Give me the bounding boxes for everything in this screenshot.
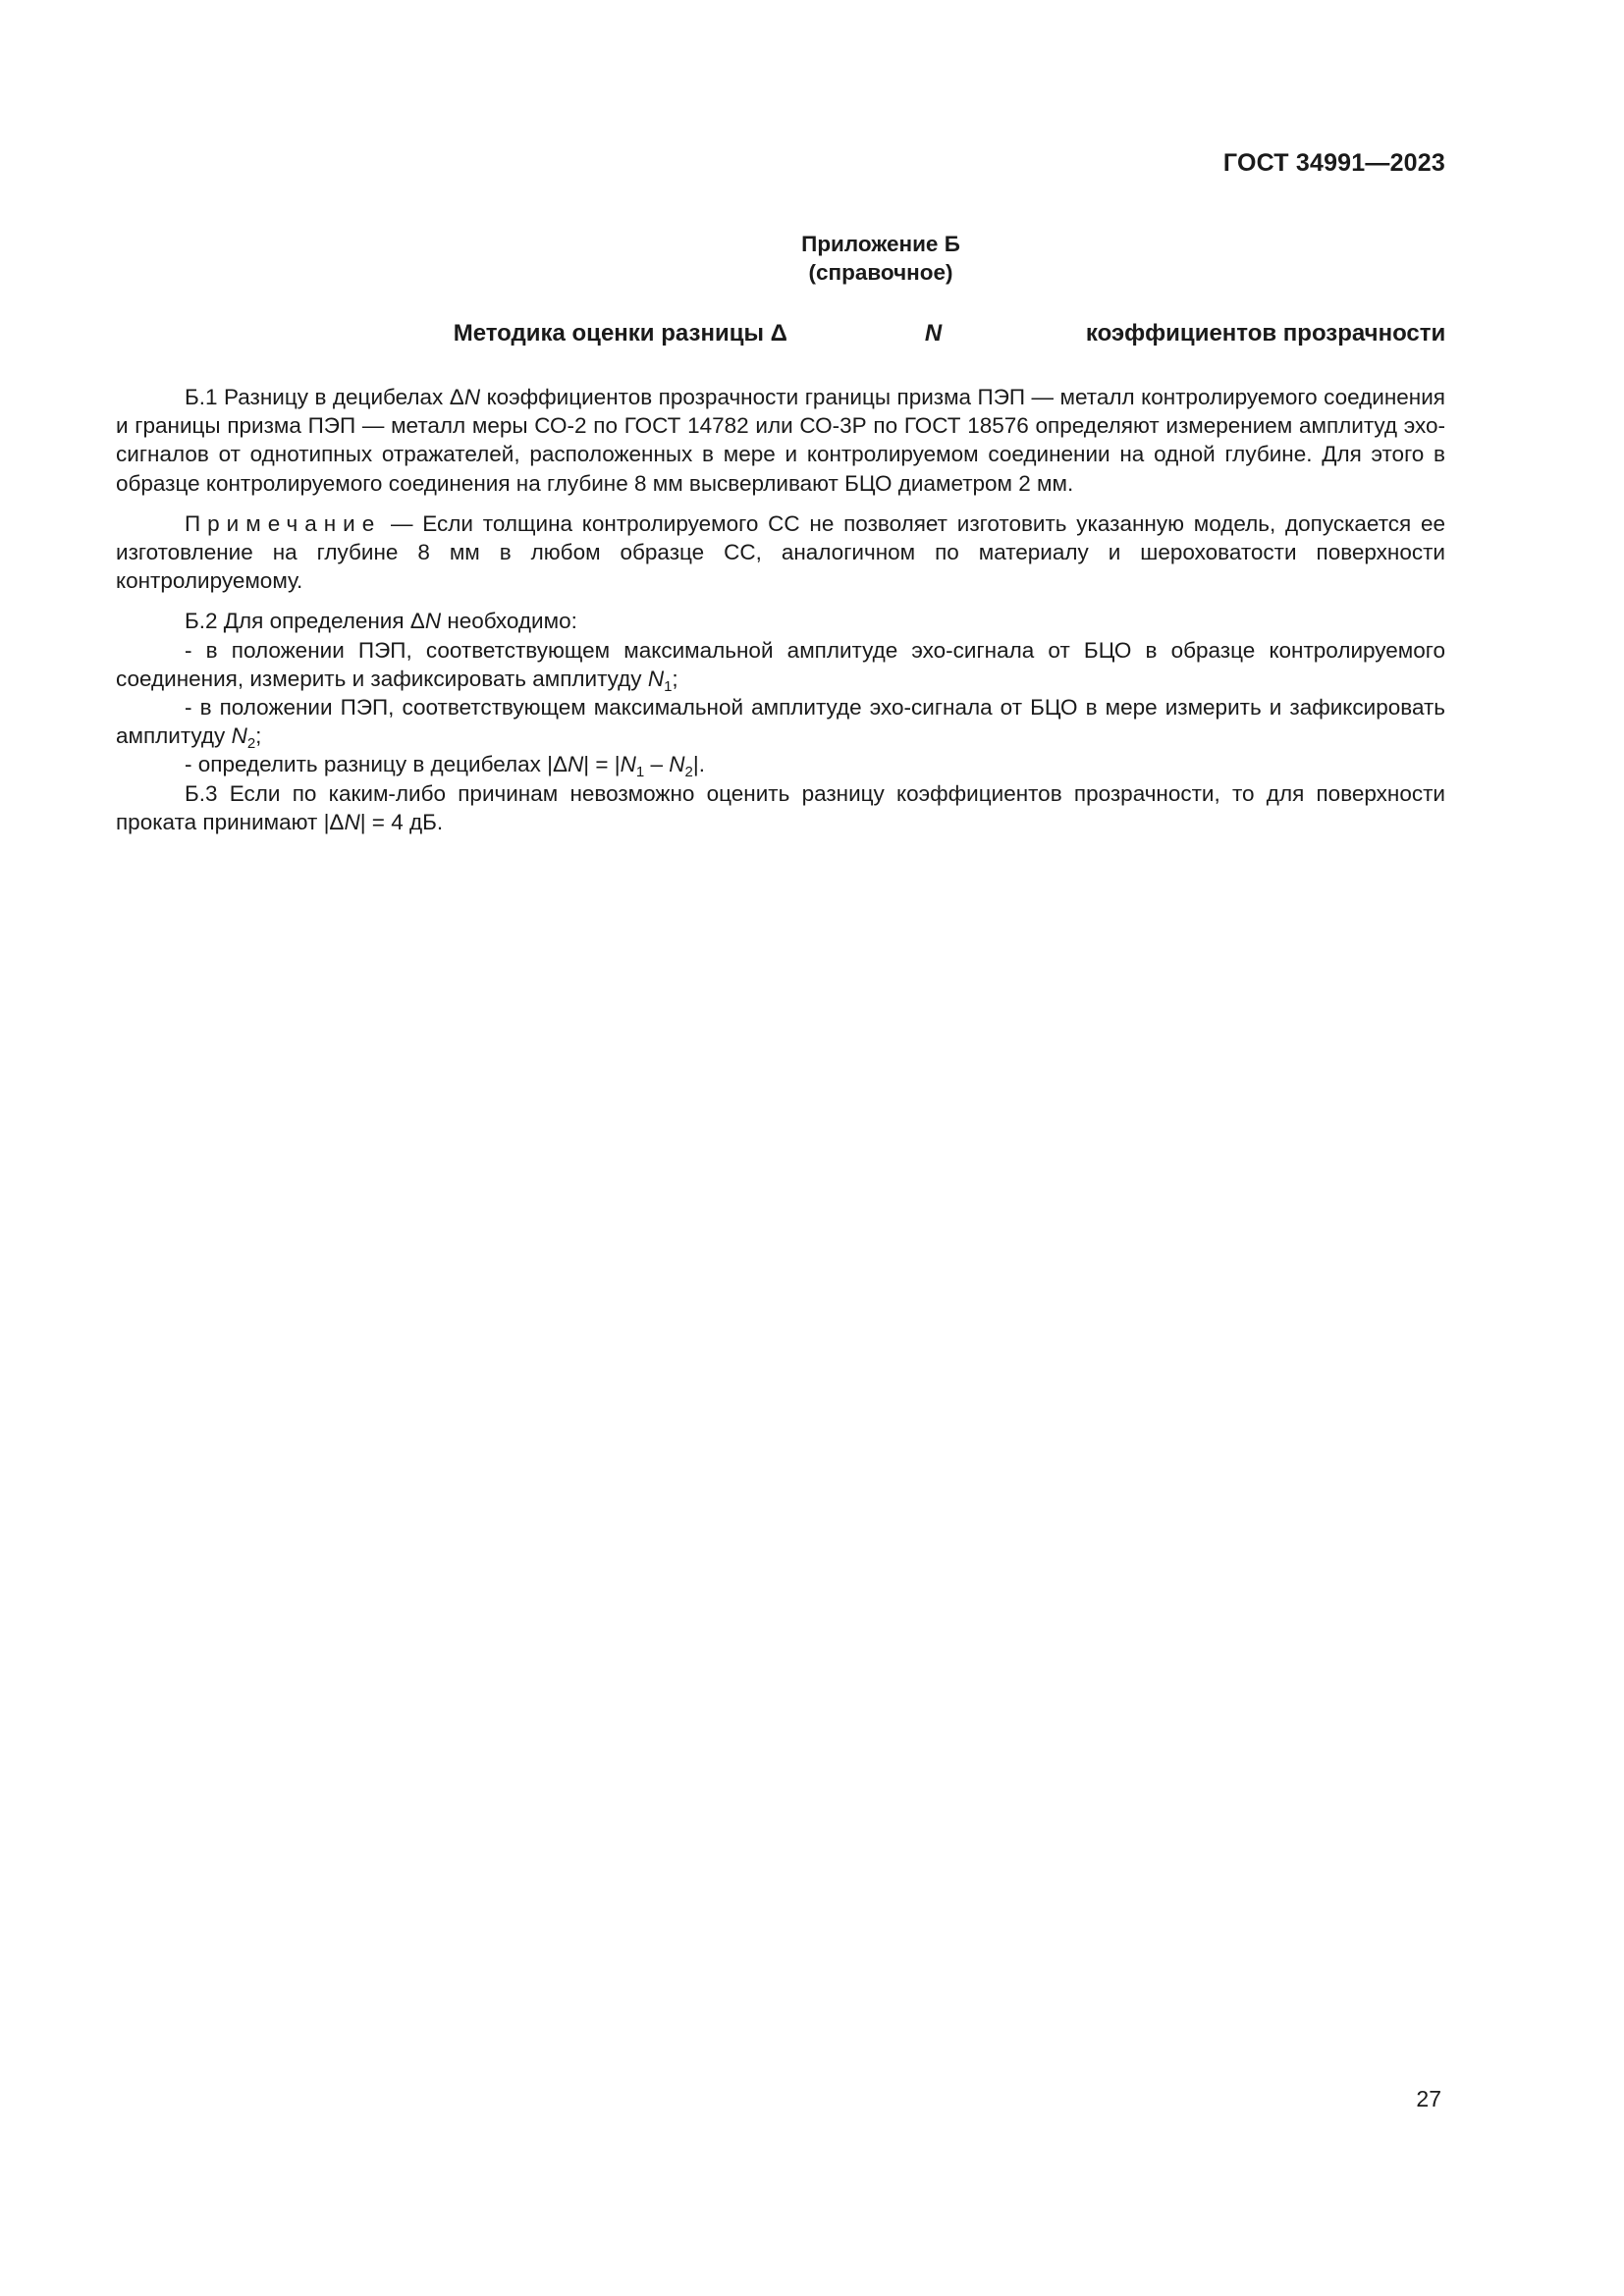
paragraph-b1-prefix: Б.1 Разницу в децибелах Δ [185, 385, 464, 409]
variable-n: N [344, 809, 360, 834]
paragraph-b1 [116, 383, 1445, 498]
paragraph-b2-prefix: Б.2 Для определения Δ [185, 609, 425, 634]
variable-n: N [647, 666, 665, 691]
section-title-suffix: коэффициентов прозрачности [1079, 320, 1446, 347]
variable-n: N [463, 385, 481, 409]
list-item-formula [116, 750, 1445, 781]
page-number: 27 [1416, 2086, 1441, 2111]
body-text [116, 383, 1445, 836]
variable-n2: N [669, 752, 685, 777]
section-title-var: N [924, 320, 943, 347]
formula-end: |. [692, 752, 705, 777]
paragraph-b2-suffix: необходимо: [441, 609, 577, 634]
paragraph-b2 [116, 607, 1445, 635]
list-item-text: - в положении ПЭП, соответствующем максимальной амплитуде эхо-сигнала от БЦО в мере измерить и зафиксировать амплитуду [116, 695, 1445, 749]
note-label: Примечание [185, 510, 382, 536]
document-id-header: ГОСТ 34991—2023 [1222, 149, 1445, 177]
list-item-n2 [116, 693, 1445, 753]
formula-eq: | = | [583, 752, 621, 777]
list-item-text: - в положении ПЭП, соответствующем максимальной амплитуде эхо-сигнала от БЦО в образце контролируемого соединения, измерить и зафиксировать амплитуду [116, 637, 1445, 691]
variable-n: N [231, 723, 247, 749]
subscript: 1 [664, 677, 673, 695]
paragraph-b3-prefix: Б.3 Если по каким-либо причинам невозможно оценить разницу коэффициентов прозрачности, то для поверхности проката принимают |Δ [116, 780, 1445, 834]
variable-n: N [568, 752, 584, 777]
paragraph-b1-text: коэффициентов прозрачности границы призма ПЭП — металл контролируемого соединения и границы призма ПЭП — металл меры СО-2 по ГОСТ 14782 или СО-3Р по ГОСТ 18576 определяют измерением амплитуд эхо-сигналов от однотипных отражателей, расположенных в мере и контролируемом соединении на одной глубине. Для этого в образце контролируемого соединения на глубине 8 мм высверливают БЦО диаметром 2 мм. [116, 385, 1445, 496]
annex-subtitle: (справочное) [808, 260, 953, 285]
variable-n1: N [620, 752, 636, 777]
section-title [0, 320, 1624, 347]
paragraph-b3-suffix: | = 4 дБ. [359, 809, 444, 834]
section-title-prefix: Методика оценки разницы Δ [453, 320, 787, 347]
variable-n: N [424, 609, 442, 634]
annex-heading [0, 230, 1624, 287]
subscript: 2 [684, 764, 693, 781]
list-item-n1 [116, 636, 1445, 693]
formula-minus: – [644, 752, 670, 777]
subscript: 1 [635, 764, 645, 781]
annex-title: Приложение Б [801, 232, 960, 256]
note-text: — Если толщина контролируемого СС не позволяет изготовить указанную модель, допускается ее изготовление на глубине 8 мм в любом образце СС, аналогичном по материалу и шероховатости поверхности контролируемому. [116, 510, 1445, 594]
list-item-end: ; [255, 723, 262, 749]
subscript: 2 [246, 735, 256, 753]
formula-text: - определить разницу в децибелах |Δ [185, 752, 568, 777]
note-paragraph [116, 509, 1445, 596]
paragraph-b3 [116, 779, 1445, 836]
list-item-end: ; [672, 666, 678, 691]
